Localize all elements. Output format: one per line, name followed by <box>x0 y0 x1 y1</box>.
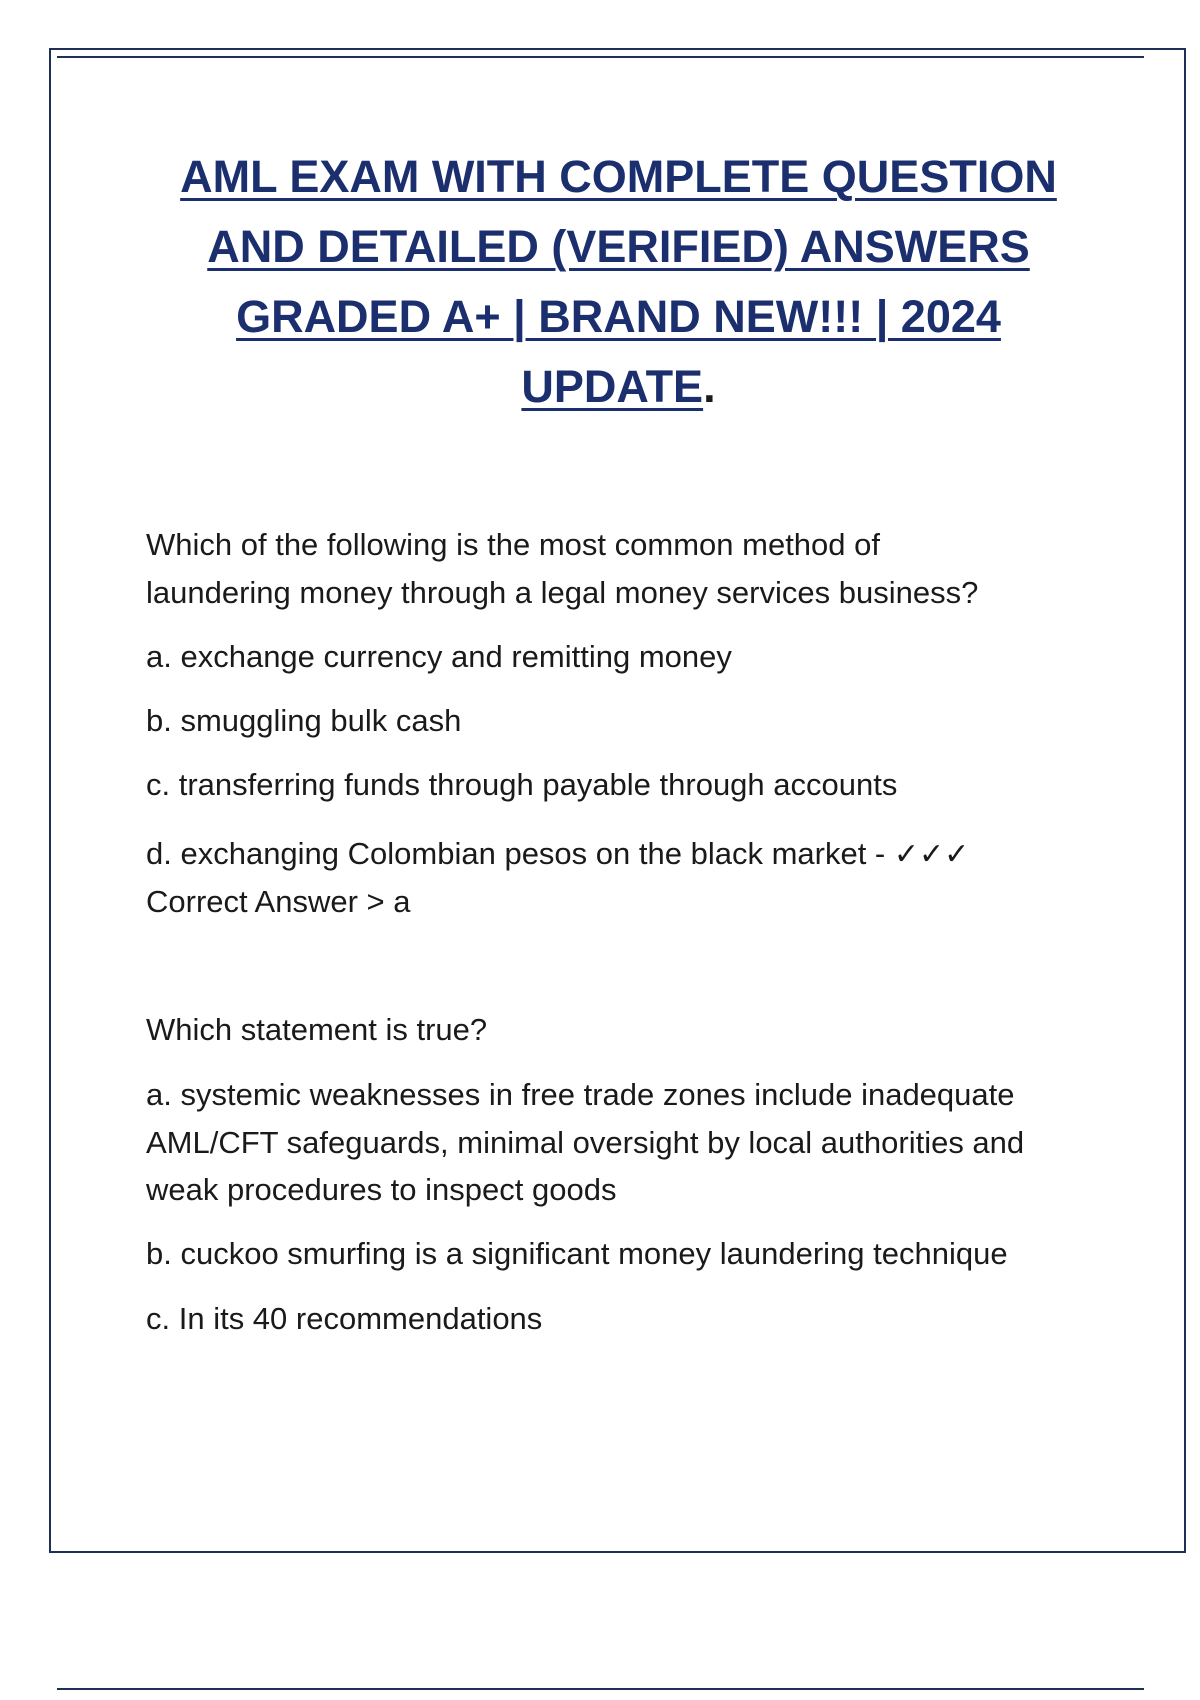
q1-option-c: c. transferring funds through payable through accounts <box>146 767 898 802</box>
q1-prompt-line-2: laundering money through a legal money services business? <box>146 575 979 610</box>
document-title <box>100 142 1137 422</box>
q1-prompt-line-1: Which of the following is the most common method of <box>146 527 880 562</box>
title-period: . <box>703 361 716 412</box>
q2-prompt: Which statement is true? <box>146 1012 488 1047</box>
q1-option-d: d. exchanging Colombian pesos on the black market - <box>146 836 894 871</box>
top-rule <box>57 56 1144 58</box>
title-line-2: AND DETAILED (VERIFIED) ANSWERS <box>207 221 1030 272</box>
q2-option-a-line-3: weak procedures to inspect goods <box>146 1172 617 1207</box>
q1-option-d-line <box>146 830 1106 879</box>
q2-option-c: c. In its 40 recommendations <box>146 1301 543 1336</box>
checkmark-icon: ✓✓✓ <box>893 837 970 872</box>
title-line-3: GRADED A+ | BRAND NEW!!! | 2024 <box>236 291 1001 342</box>
title-line-1: AML EXAM WITH COMPLETE QUESTION <box>180 151 1057 202</box>
q2-option-b: b. cuckoo smurfing is a significant money laundering technique <box>146 1236 1008 1271</box>
q1-option-a: a. exchange currency and remitting money <box>146 639 732 674</box>
bottom-rule <box>57 1688 1144 1690</box>
q1-option-b: b. smuggling bulk cash <box>146 703 462 738</box>
q2-option-a-line-1: a. systemic weaknesses in free trade zones include inadequate <box>146 1077 1015 1112</box>
q1-correct-answer: Correct Answer > a <box>146 884 411 919</box>
q2-option-a-line-2: AML/CFT safeguards, minimal oversight by local authorities and <box>146 1125 1025 1160</box>
title-line-4: UPDATE <box>521 361 704 412</box>
